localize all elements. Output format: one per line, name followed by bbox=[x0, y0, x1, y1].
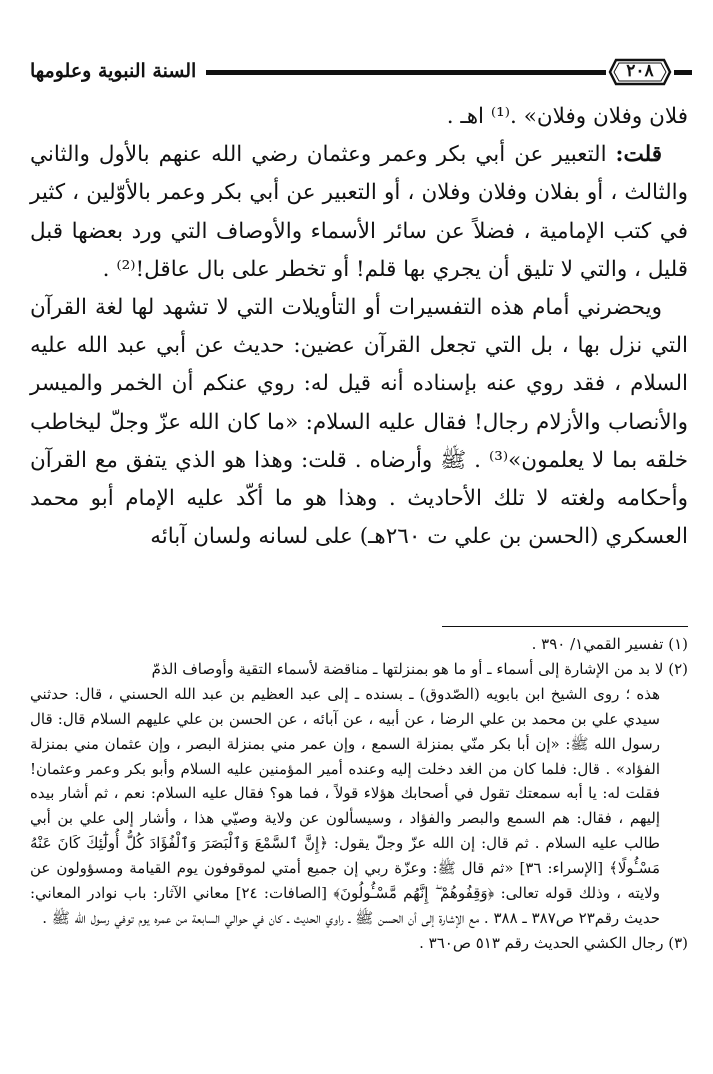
page-number-badge bbox=[608, 58, 672, 86]
footnote-2-head: (٢) لا بد من الإشارة إلى أسماء ـ أو ما هو بمنزلتها ـ مناقضة لأسماء التقية وأوصاف الذمّ bbox=[151, 659, 688, 678]
header-rule bbox=[206, 70, 606, 75]
paragraph: فلان وفلان وفلان» .⁽¹⁾ اهـ . bbox=[446, 104, 688, 129]
paragraph-text: التعبير عن أبي بكر وعمر وعثمان رضي الله عنهم بالأول والثاني والثالث ، أو بفلان وفلان وفلان ، أو التعبير عن أبي بكر وعمر بالأوّلين ، كثير في كتب الإمامية ، فضلاً عن سائر الأسماء والأوصاف التي ورد بعضها قبل قليل ، والتي لا تليق أن يجري بها قلم! أو تخطر على بال عاقل!⁽²⁾ . bbox=[30, 142, 688, 282]
footnotes bbox=[30, 632, 688, 956]
paragraph: ويحضرني أمام هذه التفسيرات أو التأويلات التي لا تشهد لها لغة القرآن التي نزل بها ، بل التي تجعل القرآن عضين: حديث عن أبي عبد الله عليه السلام ، فقد روي عنه بإسناده أنه قيل له: روي عنكم أن الخمر والميسر والأنصاب والأزلام رجال! فقال عليه السلام: «ما كان الله عزّ وجلّ ليخاطب خلقه بما لا يعلمون»⁽³⁾ . ﷺ وأرضاه . قلت: وهذا هو الذي يتفق مع القرآن وأحكامه ولغته لا تلك الأحاديث . وهذا هو ما أكّد عليه الإمام أبو محمد العسكري (الحسن بن علي ت ٢٦٠هـ) على لسانه ولسان آبائه bbox=[30, 295, 688, 550]
main-text bbox=[30, 98, 688, 556]
paragraph-lead: قلت: bbox=[615, 142, 662, 168]
paragraph bbox=[30, 136, 688, 289]
footnote-separator bbox=[442, 626, 688, 627]
footnote-1: (١) تفسير القمي١/ ٣٩٠ . bbox=[531, 635, 688, 653]
page-header bbox=[30, 58, 690, 92]
footnote-2-body: هذه ؛ روى الشيخ ابن بابويه (الصّدوق) ـ بسنده ـ إلى عبد العظيم بن عبد الله الحسني ، قال: حدثني سيدي علي بن محمد بن علي الرضا ، عن أبيه ، عن آبائه ، عن الحسن بن علي عليهم السلام قال: قال رسول الله ﷺ: «إن أبا بكر منّي بمنزلة السمع ، وإن عمر مني بمنزلة البصر ، وإن عثمان مني بمنزلة الفؤاد» . قال: فلما كان من الغد دخلت إليه وعنده أمير المؤمنين عليه السلام وأبو بكر وعمر وعثمان! فقلت له: يا أبه سمعتك تقول في أصحابك هؤلاء قولاً ، فما هو؟ فقال عليه السلام: نعم ، ثم أشار بيده إليهم ، فقال: هم السمع والبصر والفؤاد ، وسيسألون عن ولاية وصيّي هذا ، وأشار إلى علي بن أبي طالب عليه السلام . ثم قال: إن الله عزّ وجلّ يقول: ﴿إِنَّ ٱلسَّمْعَ وَٱلْبَصَرَ وَٱلْفُؤَادَ كُلُّ أُولَٰٓئِكَ كَانَ عَنْهُ مَسْـُٔولًا﴾ [الإسراء: ٣٦] «ثم قال ﷺ: وعزّة ربي إن جميع أمتي لموقوفون يوم القيامة ومسؤولون عن ولايته ، وذلك قوله تعالى: ﴿وَقِفُوهُمْ ۖ إِنَّهُم مَّسْـُٔولُونَ﴾ [الصافات: ٢٤] معاني الآثار: باب نوادر المعاني: حديث رقم٢٣ ص٣٨٧ ـ ٣٨٨ . مع الإشارة إلى أن الحسن ﷺ ـ راوي الحديث ـ كان في حوالي السابعة من عمره يوم توفي رسول الله ﷺ . bbox=[30, 684, 660, 927]
running-title: السنة النبوية وعلومها bbox=[30, 60, 197, 82]
footnote-3: (٣) رجال الكشي الحديث رقم ٥١٣ ص٣٦٠ . bbox=[419, 933, 688, 952]
header-rule-end bbox=[674, 70, 692, 75]
page-number: ٢٠٨ bbox=[626, 61, 654, 81]
